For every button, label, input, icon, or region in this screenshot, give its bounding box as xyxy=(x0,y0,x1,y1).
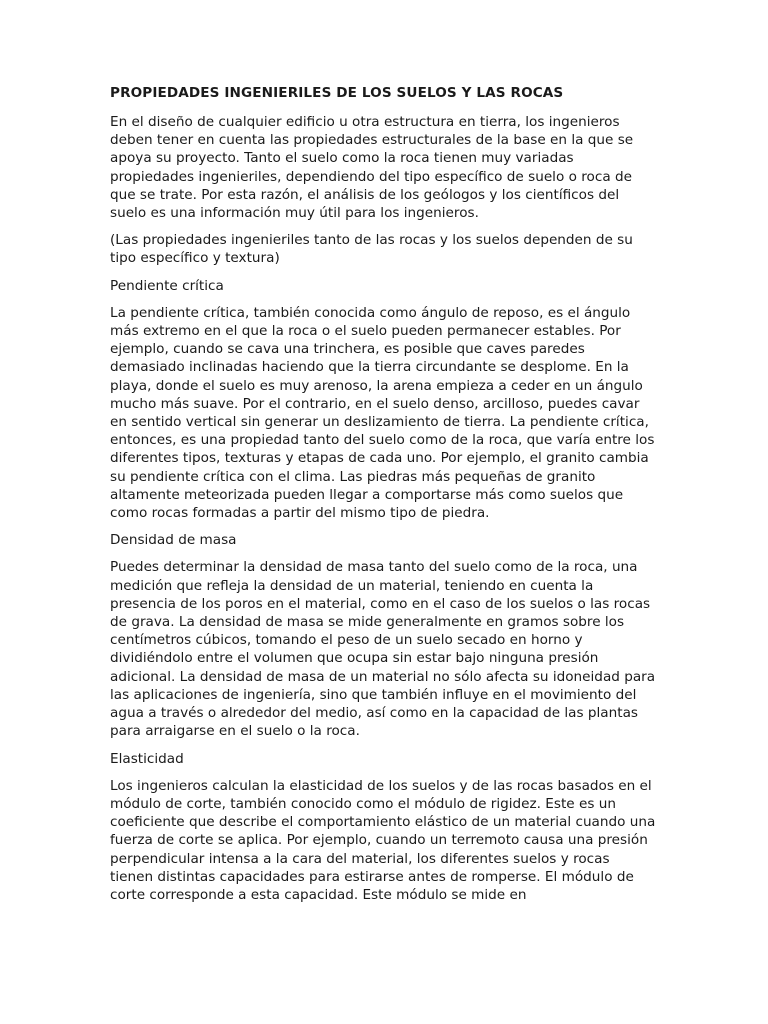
document-page xyxy=(110,84,656,913)
note-paragraph: (Las propiedades ingenieriles tanto de las rocas y los suelos dependen de su tipo específico y textura) xyxy=(110,232,633,267)
intro-paragraph: En el diseño de cualquier edificio u otra estructura en tierra, los ingenieros deben tener en cuenta las propiedades estructurales de la base en la que se apoya su proyecto. Tanto el suelo como la roca tienen muy variadas propiedades ingenieriles, dependiendo del tipo específico de suelo o roca de que se trate. Por esta razón, el análisis de los geólogos y los científicos del suelo es una información muy útil para los ingenieros. xyxy=(110,114,634,222)
section-body-elasticidad: Los ingenieros calculan la elasticidad de los suelos y de las rocas basados en el módulo de corte, también conocido como el módulo de rigidez. Este es un coeficiente que describe el comportamiento elástico de un material cuando una fuerza de corte se aplica. Por ejemplo, cuando un terremoto causa una presión perpendicular intensa a la cara del material, los diferentes suelos y rocas tienen distintas capacidades para estirarse antes de romperse. El módulo de corte corresponde a esta capacidad. Este módulo se mide en xyxy=(110,777,656,903)
section-body-densidad-de-masa: Puedes determinar la densidad de masa tanto del suelo como de la roca, una medición que refleja la densidad de un material, teniendo en cuenta la presencia de los poros en el material, como en el caso de los suelos o las rocas de grava. La densidad de masa se mide generalmente en gramos sobre los centímetros cúbicos, tomando el peso de un suelo secado en horno y dividiéndolo entre el volumen que ocupa sin estar bajo ninguna presión adicional. La densidad de masa de un material no sólo afecta su idoneidad para las aplicaciones de ingeniería, sino que también influye en el movimiento del agua a través o alrededor del medio, así como en la capacidad de las plantas para arraigarse en el suelo o la roca. xyxy=(110,559,656,740)
section-heading-elasticidad: Elasticidad xyxy=(110,750,184,767)
section-heading-pendiente-critica: Pendiente crítica xyxy=(110,277,224,294)
section-heading-densidad-de-masa: Densidad de masa xyxy=(110,532,237,549)
document-title: PROPIEDADES INGENIERILES DE LOS SUELOS Y LAS ROCAS xyxy=(110,85,564,101)
section-body-pendiente-critica: La pendiente crítica, también conocida como ángulo de reposo, es el ángulo más extremo en el que la roca o el suelo pueden permanecer estables. Por ejemplo, cuando se cava una trinchera, es posible que caves paredes demasiado inclinadas haciendo que la tierra circundante se desplome. En la playa, donde el suelo es muy arenoso, la arena empieza a ceder en un ángulo mucho más suave. Por el contrario, en el suelo denso, arcilloso, puedes cavar en sentido vertical sin generar un deslizamiento de tierra. La pendiente crítica, entonces, es una propiedad tanto del suelo como de la roca, que varía entre los diferentes tipos, texturas y etapas de cada uno. Por ejemplo, el granito cambia su pendiente crítica con el clima. Las piedras más pequeñas de granito altamente meteorizada pueden llegar a comportarse más como suelos que como rocas formadas a partir del mismo tipo de piedra. xyxy=(110,304,655,522)
